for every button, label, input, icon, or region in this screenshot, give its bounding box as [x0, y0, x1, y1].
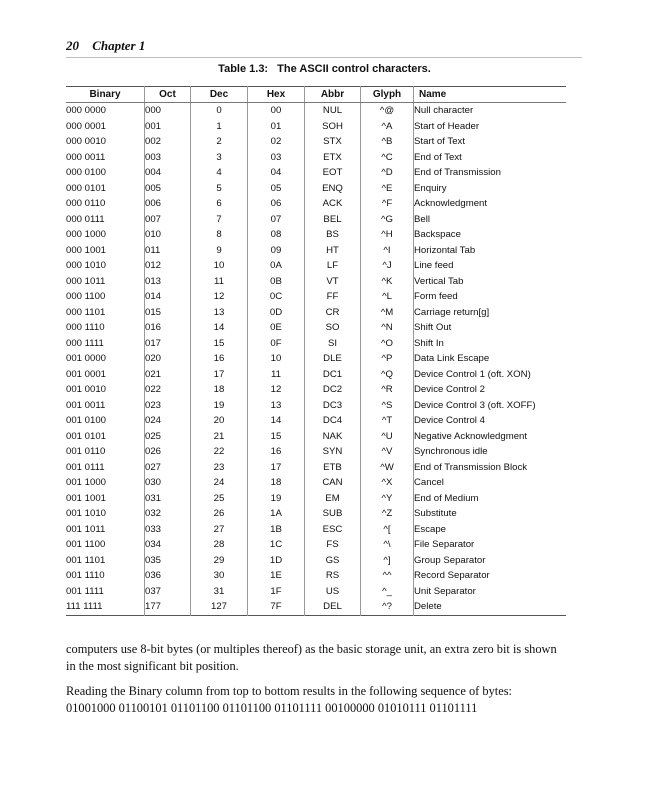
table-row — [66, 305, 566, 321]
cell-dec: 13 — [191, 305, 248, 321]
cell-abbr: FF — [305, 289, 361, 305]
table-row — [66, 553, 566, 569]
table-row — [66, 506, 566, 522]
cell-glyph: ^\ — [361, 537, 414, 553]
cell-oct: 014 — [145, 289, 191, 305]
cell-name: Negative Acknowledgment — [414, 430, 528, 442]
cell-binary: 000 1000 — [66, 227, 145, 243]
cell-glyph: ^^ — [361, 568, 414, 584]
cell-name: Delete — [414, 601, 442, 612]
cell-dec: 5 — [191, 181, 248, 197]
cell-dec: 1 — [191, 119, 248, 135]
cell-glyph: ^? — [361, 599, 414, 615]
column-header-binary: Binary — [66, 87, 145, 103]
cell-name: Group Separator — [414, 554, 486, 566]
cell-abbr: DEL — [305, 599, 361, 615]
table-row — [66, 119, 566, 135]
table-row — [66, 227, 566, 243]
cell-binary: 001 0100 — [66, 413, 145, 429]
cell-binary: 000 1110 — [66, 320, 145, 336]
column-header-abbr: Abbr — [305, 87, 361, 103]
cell-oct: 177 — [145, 599, 191, 615]
cell-oct: 000 — [145, 103, 191, 119]
cell-glyph: ^T — [361, 413, 414, 429]
cell-dec: 6 — [191, 196, 248, 212]
cell-glyph: ^E — [361, 181, 414, 197]
cell-name: End of Medium — [414, 492, 479, 504]
cell-abbr: RS — [305, 568, 361, 584]
cell-name: Backspace — [414, 229, 461, 240]
table-row — [66, 398, 566, 414]
cell-name: Data Link Escape — [414, 353, 490, 364]
cell-dec: 16 — [191, 351, 248, 367]
cell-name: Start of Text — [414, 136, 466, 147]
cell-hex: 07 — [248, 212, 305, 228]
cell-binary: 000 0111 — [66, 212, 145, 228]
cell-glyph: ^S — [361, 398, 414, 414]
cell-abbr: DC4 — [305, 413, 361, 429]
table-row — [66, 289, 566, 305]
cell-name: Horizontal Tab — [414, 244, 476, 256]
cell-hex: 00 — [248, 103, 305, 119]
cell-binary: 000 0011 — [66, 150, 145, 166]
cell-glyph: ^N — [361, 320, 414, 336]
cell-name: Device Control 1 (oft. XON) — [414, 368, 531, 380]
cell-binary: 001 1110 — [66, 568, 145, 584]
cell-glyph: ^M — [361, 305, 414, 321]
cell-name: Device Control 2 — [414, 384, 485, 395]
cell-oct: 036 — [145, 568, 191, 584]
cell-abbr: CR — [305, 305, 361, 321]
table-row — [66, 165, 566, 181]
cell-abbr: EOT — [305, 165, 361, 181]
cell-abbr: LF — [305, 258, 361, 274]
cell-binary: 001 0000 — [66, 351, 145, 367]
cell-dec: 14 — [191, 320, 248, 336]
byte-sequence: 01001000 01100101 01101100 01101100 01101111 00100000 01010111 01101111 — [66, 701, 478, 715]
cell-dec: 0 — [191, 103, 248, 119]
cell-binary: 001 0011 — [66, 398, 145, 414]
table-row — [66, 212, 566, 228]
cell-dec: 28 — [191, 537, 248, 553]
cell-hex: 03 — [248, 150, 305, 166]
cell-oct: 025 — [145, 429, 191, 445]
header-divider — [66, 57, 582, 58]
cell-glyph: ^J — [361, 258, 414, 274]
column-header-hex: Hex — [248, 87, 305, 103]
cell-binary: 001 1010 — [66, 506, 145, 522]
cell-hex: 0C — [248, 289, 305, 305]
cell-binary: 001 0101 — [66, 429, 145, 445]
cell-binary: 000 0001 — [66, 119, 145, 135]
cell-glyph: ^I — [361, 243, 414, 259]
table-row — [66, 568, 566, 584]
cell-glyph: ^V — [361, 444, 414, 460]
cell-oct: 013 — [145, 274, 191, 290]
cell-abbr: DC1 — [305, 367, 361, 383]
cell-abbr: HT — [305, 243, 361, 259]
cell-oct: 004 — [145, 165, 191, 181]
cell-binary: 000 1001 — [66, 243, 145, 259]
column-header-dec: Dec — [191, 87, 248, 103]
cell-abbr: GS — [305, 553, 361, 569]
table-row — [66, 320, 566, 336]
cell-abbr: ESC — [305, 522, 361, 538]
cell-name: Escape — [414, 523, 446, 535]
cell-abbr: DLE — [305, 351, 361, 367]
cell-glyph: ^[ — [361, 522, 414, 538]
cell-dec: 12 — [191, 289, 248, 305]
body-paragraph-bytes — [66, 683, 566, 717]
cell-hex: 16 — [248, 444, 305, 460]
cell-dec: 3 — [191, 150, 248, 166]
cell-oct: 022 — [145, 382, 191, 398]
cell-hex: 02 — [248, 134, 305, 150]
table-row — [66, 584, 566, 600]
cell-abbr: ETB — [305, 460, 361, 476]
page-number: 20 — [66, 38, 79, 53]
cell-abbr: SOH — [305, 119, 361, 135]
cell-hex: 0A — [248, 258, 305, 274]
table-row — [66, 475, 566, 491]
cell-hex: 0F — [248, 336, 305, 352]
cell-name: Null character — [414, 105, 474, 116]
cell-hex: 7F — [248, 599, 305, 615]
cell-oct: 003 — [145, 150, 191, 166]
cell-name: Shift In — [414, 337, 444, 349]
cell-dec: 10 — [191, 258, 248, 274]
cell-binary: 000 0100 — [66, 165, 145, 181]
table-row — [66, 336, 566, 352]
cell-dec: 22 — [191, 444, 248, 460]
table-caption-number: Table 1.3: — [218, 63, 269, 75]
cell-abbr: ENQ — [305, 181, 361, 197]
table-row — [66, 429, 566, 445]
cell-oct: 007 — [145, 212, 191, 228]
cell-oct: 001 — [145, 119, 191, 135]
cell-binary: 001 1100 — [66, 537, 145, 553]
ascii-table — [66, 86, 566, 616]
cell-name: Device Control 3 (oft. XOFF) — [414, 399, 536, 411]
cell-binary: 001 1011 — [66, 522, 145, 538]
cell-oct: 012 — [145, 258, 191, 274]
cell-glyph: ^D — [361, 165, 414, 181]
cell-abbr: DC2 — [305, 382, 361, 398]
cell-dec: 23 — [191, 460, 248, 476]
cell-hex: 13 — [248, 398, 305, 414]
cell-hex: 1F — [248, 584, 305, 600]
running-head — [66, 38, 145, 54]
cell-hex: 19 — [248, 491, 305, 507]
cell-oct: 032 — [145, 506, 191, 522]
cell-hex: 04 — [248, 165, 305, 181]
cell-hex: 17 — [248, 460, 305, 476]
cell-name: Shift Out — [414, 322, 452, 333]
cell-binary: 000 0010 — [66, 134, 145, 150]
cell-dec: 24 — [191, 475, 248, 491]
cell-abbr: ETX — [305, 150, 361, 166]
cell-dec: 29 — [191, 553, 248, 569]
table-caption-title: The ASCII control characters. — [277, 63, 431, 75]
body-paragraph: computers use 8-bit bytes (or multiples thereof) as the basic storage unit, an extra zero bit is shown in the most significant bit position. — [66, 642, 557, 673]
cell-glyph: ^X — [361, 475, 414, 491]
cell-hex: 1C — [248, 537, 305, 553]
cell-dec: 7 — [191, 212, 248, 228]
cell-binary: 001 0001 — [66, 367, 145, 383]
cell-glyph: ^O — [361, 336, 414, 352]
table-caption — [0, 63, 649, 75]
cell-oct: 033 — [145, 522, 191, 538]
cell-hex: 1B — [248, 522, 305, 538]
cell-hex: 06 — [248, 196, 305, 212]
cell-glyph: ^_ — [361, 584, 414, 600]
cell-name: End of Transmission Block — [414, 461, 528, 473]
table-body — [66, 103, 566, 616]
cell-abbr: VT — [305, 274, 361, 290]
cell-glyph: ^H — [361, 227, 414, 243]
cell-binary: 000 1011 — [66, 274, 145, 290]
cell-dec: 25 — [191, 491, 248, 507]
cell-glyph: ^K — [361, 274, 414, 290]
cell-glyph: ^L — [361, 289, 414, 305]
table-row — [66, 351, 566, 367]
cell-abbr: NUL — [305, 103, 361, 119]
cell-glyph: ^Q — [361, 367, 414, 383]
cell-name: Record Separator — [414, 570, 490, 581]
cell-name: Enquiry — [414, 182, 447, 194]
cell-abbr: FS — [305, 537, 361, 553]
table-row — [66, 522, 566, 538]
cell-name: Carriage return[g] — [414, 306, 490, 318]
table-row — [66, 150, 566, 166]
cell-name: Synchronous idle — [414, 446, 488, 457]
cell-dec: 31 — [191, 584, 248, 600]
cell-glyph: ^U — [361, 429, 414, 445]
table-row — [66, 274, 566, 290]
column-header-name: Name — [414, 87, 567, 103]
table-row — [66, 460, 566, 476]
cell-hex: 14 — [248, 413, 305, 429]
table-row — [66, 382, 566, 398]
cell-binary: 000 1111 — [66, 336, 145, 352]
cell-glyph: ^G — [361, 212, 414, 228]
cell-dec: 20 — [191, 413, 248, 429]
cell-oct: 031 — [145, 491, 191, 507]
cell-glyph: ^P — [361, 351, 414, 367]
cell-abbr: US — [305, 584, 361, 600]
table-row — [66, 413, 566, 429]
cell-dec: 27 — [191, 522, 248, 538]
cell-abbr: NAK — [305, 429, 361, 445]
cell-dec: 18 — [191, 382, 248, 398]
cell-hex: 10 — [248, 351, 305, 367]
cell-oct: 006 — [145, 196, 191, 212]
cell-abbr: STX — [305, 134, 361, 150]
cell-oct: 002 — [145, 134, 191, 150]
cell-binary: 001 1111 — [66, 584, 145, 600]
table-row — [66, 367, 566, 383]
cell-oct: 026 — [145, 444, 191, 460]
cell-dec: 17 — [191, 367, 248, 383]
column-header-glyph: Glyph — [361, 87, 414, 103]
cell-oct: 010 — [145, 227, 191, 243]
cell-binary: 000 1100 — [66, 289, 145, 305]
table-row — [66, 537, 566, 553]
cell-hex: 1E — [248, 568, 305, 584]
cell-dec: 26 — [191, 506, 248, 522]
cell-oct: 011 — [145, 243, 191, 259]
cell-dec: 19 — [191, 398, 248, 414]
cell-abbr: EM — [305, 491, 361, 507]
table-row — [66, 258, 566, 274]
table-header-row — [66, 87, 566, 103]
cell-name: Cancel — [414, 477, 444, 488]
cell-binary: 001 1000 — [66, 475, 145, 491]
cell-dec: 30 — [191, 568, 248, 584]
cell-hex: 18 — [248, 475, 305, 491]
cell-abbr: CAN — [305, 475, 361, 491]
cell-glyph: ^@ — [361, 103, 414, 119]
cell-binary: 000 0000 — [66, 103, 145, 119]
cell-name: File Separator — [414, 539, 475, 550]
cell-name: Form feed — [414, 291, 458, 302]
cell-oct: 035 — [145, 553, 191, 569]
cell-abbr: SI — [305, 336, 361, 352]
table-row — [66, 181, 566, 197]
cell-oct: 016 — [145, 320, 191, 336]
cell-name: Acknowledgment — [414, 198, 488, 209]
cell-hex: 15 — [248, 429, 305, 445]
cell-abbr: SO — [305, 320, 361, 336]
cell-binary: 001 1101 — [66, 553, 145, 569]
table-header — [66, 87, 566, 103]
cell-glyph: ^A — [361, 119, 414, 135]
cell-glyph: ^Y — [361, 491, 414, 507]
cell-hex: 12 — [248, 382, 305, 398]
cell-oct: 037 — [145, 584, 191, 600]
cell-oct: 024 — [145, 413, 191, 429]
table-row — [66, 491, 566, 507]
cell-glyph: ^F — [361, 196, 414, 212]
cell-name: Start of Header — [414, 120, 480, 132]
chapter-title: Chapter 1 — [92, 38, 146, 53]
cell-hex: 11 — [248, 367, 305, 383]
cell-hex: 08 — [248, 227, 305, 243]
cell-oct: 021 — [145, 367, 191, 383]
table-row — [66, 196, 566, 212]
cell-binary: 000 1010 — [66, 258, 145, 274]
cell-abbr: SYN — [305, 444, 361, 460]
cell-glyph: ^R — [361, 382, 414, 398]
cell-hex: 1A — [248, 506, 305, 522]
cell-name: End of Transmission — [414, 167, 501, 178]
cell-name: Line feed — [414, 260, 454, 271]
cell-hex: 1D — [248, 553, 305, 569]
cell-dec: 21 — [191, 429, 248, 445]
cell-hex: 0B — [248, 274, 305, 290]
cell-dec: 9 — [191, 243, 248, 259]
cell-binary: 111 1111 — [66, 599, 145, 615]
cell-abbr: SUB — [305, 506, 361, 522]
cell-name: Device Control 4 — [414, 415, 485, 426]
cell-binary: 000 1101 — [66, 305, 145, 321]
cell-oct: 020 — [145, 351, 191, 367]
cell-binary: 000 0101 — [66, 181, 145, 197]
cell-dec: 127 — [191, 599, 248, 615]
cell-dec: 8 — [191, 227, 248, 243]
cell-dec: 4 — [191, 165, 248, 181]
cell-hex: 01 — [248, 119, 305, 135]
table-row — [66, 103, 566, 119]
cell-oct: 015 — [145, 305, 191, 321]
cell-glyph: ^B — [361, 134, 414, 150]
cell-binary: 001 0110 — [66, 444, 145, 460]
cell-oct: 017 — [145, 336, 191, 352]
column-header-oct: Oct — [145, 87, 191, 103]
cell-oct: 030 — [145, 475, 191, 491]
table-row — [66, 444, 566, 460]
cell-oct: 005 — [145, 181, 191, 197]
cell-name: End of Text — [414, 151, 462, 163]
bytes-intro-text: Reading the Binary column from top to bottom results in the following sequence of bytes: — [66, 684, 512, 698]
table-row — [66, 599, 566, 615]
cell-name: Unit Separator — [414, 585, 476, 597]
cell-hex: 0E — [248, 320, 305, 336]
cell-name: Bell — [414, 213, 430, 225]
cell-abbr: BS — [305, 227, 361, 243]
cell-hex: 0D — [248, 305, 305, 321]
cell-oct: 023 — [145, 398, 191, 414]
cell-oct: 034 — [145, 537, 191, 553]
cell-binary: 000 0110 — [66, 196, 145, 212]
cell-binary: 001 0111 — [66, 460, 145, 476]
cell-binary: 001 1001 — [66, 491, 145, 507]
table-row — [66, 134, 566, 150]
cell-dec: 2 — [191, 134, 248, 150]
cell-hex: 09 — [248, 243, 305, 259]
cell-name: Vertical Tab — [414, 275, 464, 287]
cell-glyph: ^] — [361, 553, 414, 569]
cell-glyph: ^C — [361, 150, 414, 166]
cell-abbr: BEL — [305, 212, 361, 228]
cell-glyph: ^Z — [361, 506, 414, 522]
cell-glyph: ^W — [361, 460, 414, 476]
cell-abbr: ACK — [305, 196, 361, 212]
cell-name: Substitute — [414, 508, 457, 519]
cell-hex: 05 — [248, 181, 305, 197]
cell-dec: 11 — [191, 274, 248, 290]
cell-dec: 15 — [191, 336, 248, 352]
cell-oct: 027 — [145, 460, 191, 476]
table-row — [66, 243, 566, 259]
cell-abbr: DC3 — [305, 398, 361, 414]
cell-binary: 001 0010 — [66, 382, 145, 398]
